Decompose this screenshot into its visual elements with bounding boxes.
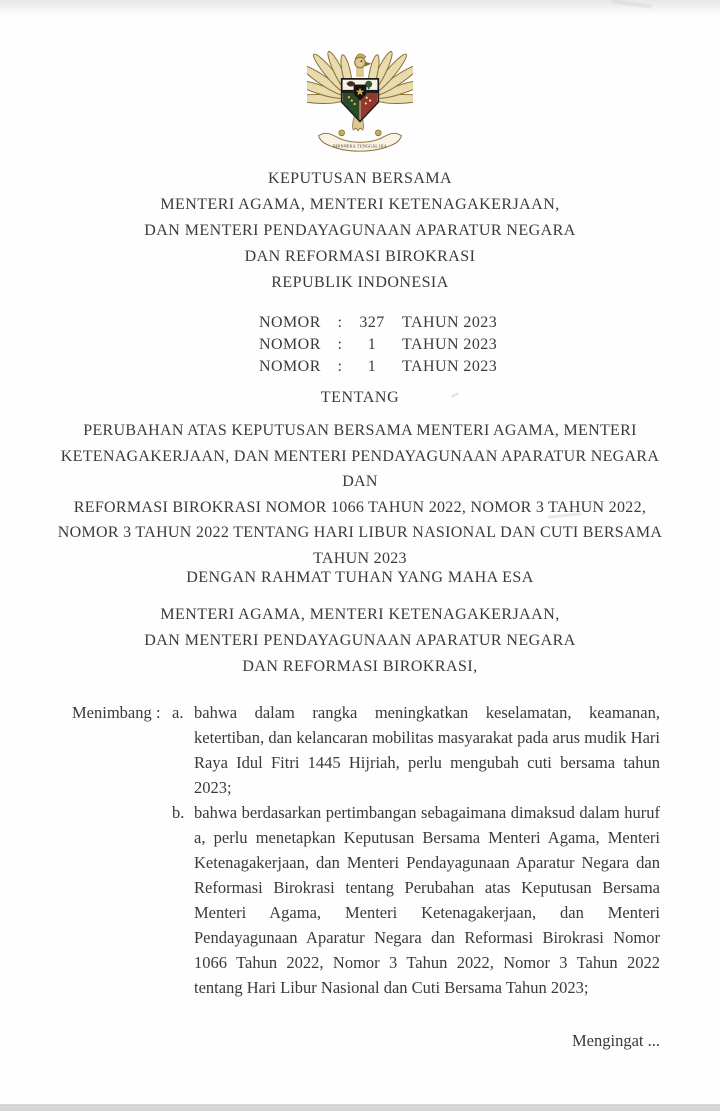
item-marker: a. — [172, 703, 184, 722]
heading-line: KEPUTUSAN BERSAMA — [267, 170, 453, 187]
pancasila-shield — [342, 79, 379, 121]
nomor-year: TAHUN 2023 — [402, 336, 498, 353]
decree-title — [50, 418, 670, 571]
item-text: bahwa dalam rangka meningkatkan keselamatan, keamanan, ketertiban, dan kelancaran mobilitas masyarakat pada arus mudik Hari Raya Idul Fitri 1445 Hijriah, perlu mengubah cuti bersama tahun 2023; — [194, 703, 660, 797]
issuing-ministers — [0, 602, 720, 680]
heading-line: MENTERI AGAMA, MENTERI KETENAGAKERJAAN, — [160, 196, 560, 213]
nomor-number: 327 — [359, 314, 385, 331]
issuer-line: MENTERI AGAMA, MENTERI KETENAGAKERJAAN, — [160, 606, 560, 623]
nomor-label: NOMOR — [259, 358, 321, 375]
title-line: PERUBAHAN ATAS KEPUTUSAN BERSAMA MENTERI AGAMA, MENTERI — [83, 422, 637, 439]
consideration-item — [172, 700, 660, 800]
catchword-mengingat: Mengingat ... — [572, 1031, 660, 1050]
invocation-line: DENGAN RAHMAT TUHAN YANG MAHA ESA — [186, 569, 534, 586]
scan-bottom-edge — [0, 1104, 720, 1111]
menimbang-items — [172, 700, 660, 1000]
garuda-pancasila-emblem — [307, 44, 413, 167]
title-line: NOMOR 3 TAHUN 2022 TENTANG HARI LIBUR NASIONAL DAN CUTI BERSAMA — [57, 524, 663, 541]
nomor-year: TAHUN 2023 — [402, 314, 498, 331]
title-line: REFORMASI BIROKRASI NOMOR 1066 TAHUN 2022, NOMOR 3 TAHUN 2022, — [73, 498, 647, 516]
nomor-label: NOMOR — [259, 314, 321, 331]
heading-line: DAN MENTERI PENDAYAGUNAAN APARATUR NEGARA — [144, 222, 576, 239]
item-marker: b. — [172, 803, 185, 822]
title-line: KETENAGAKERJAAN, DAN MENTERI PENDAYAGUNAAN APARATUR NEGARA DAN — [60, 447, 660, 490]
tentang-label: TENTANG — [320, 389, 400, 406]
nomor-number: 1 — [367, 336, 377, 353]
document-heading — [0, 166, 720, 296]
heading-line: REPUBLIK INDONESIA — [271, 274, 449, 291]
title-line: TAHUN 2023 — [313, 549, 407, 567]
emblem-motto-text: BHINNEKA TUNGGAL IKA — [332, 143, 388, 149]
menimbang-label: Menimbang — [72, 703, 152, 722]
nomor-number: 1 — [367, 358, 377, 375]
nomor-colon: : — [337, 314, 343, 331]
consideration-item — [172, 800, 660, 1000]
menimbang-colon: : — [156, 703, 161, 722]
nomor-year: TAHUN 2023 — [402, 358, 498, 375]
nomor-colon: : — [337, 358, 343, 375]
decree-number-table — [259, 312, 497, 378]
item-text: bahwa berdasarkan pertimbangan sebagaimana dimaksud dalam huruf a, perlu menetapkan Keputusan Bersama Menteri Agama, Menteri Ketenagakerjaan, dan Menteri Pendayagunaan Aparatur Negara dan Reformasi Birokrasi tentang Perubahan atas Keputusan Bersama Menteri Agama, Menteri Ketenagakerjaan, dan Menteri Pendayagunaan Aparatur Negara dan Reformasi Birokrasi Nomor 1066 Tahun 2022, Nomor 3 Tahun 2022, Nomor 3 Tahun 2022 tentang Hari Libur Nasional dan Cuti Bersama Tahun 2023; — [194, 803, 660, 997]
garuda-pancasila-icon — [307, 44, 413, 162]
issuer-line: DAN REFORMASI BIROKRASI, — [242, 658, 478, 675]
nomor-label: NOMOR — [259, 336, 321, 353]
heading-line: DAN REFORMASI BIROKRASI — [244, 248, 476, 265]
nomor-colon: : — [337, 336, 343, 353]
menimbang-section — [72, 700, 660, 1000]
issuer-line: DAN MENTERI PENDAYAGUNAAN APARATUR NEGARA — [144, 632, 576, 649]
